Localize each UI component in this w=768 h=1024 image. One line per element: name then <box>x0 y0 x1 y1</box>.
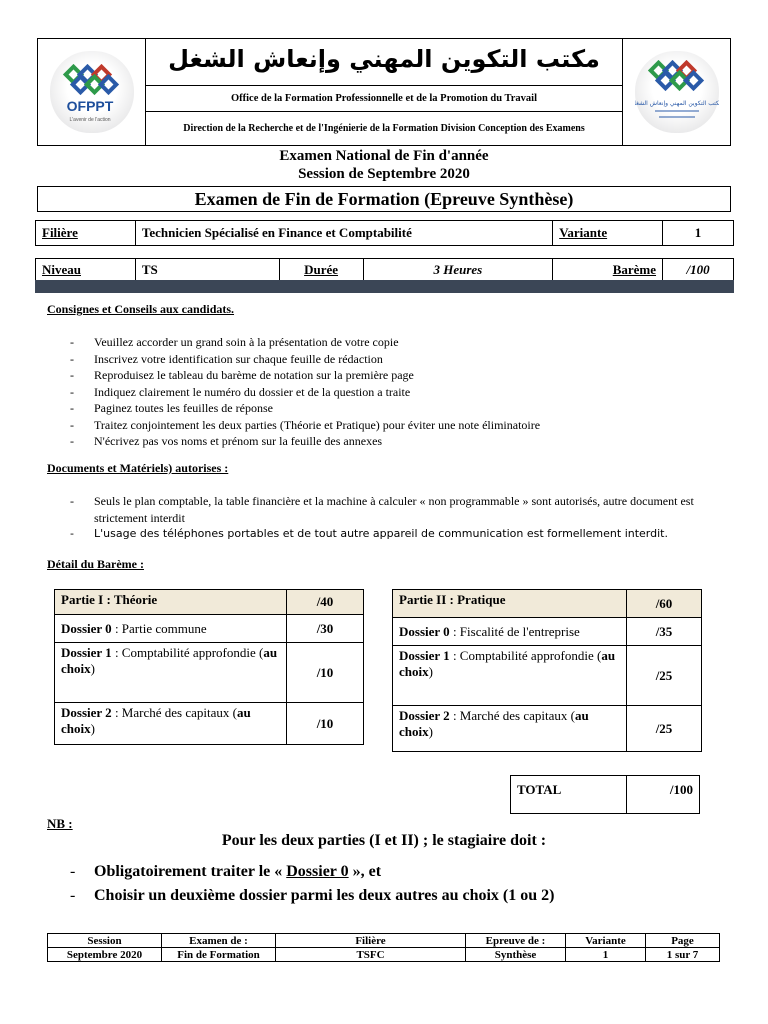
pratique-points: /60 <box>627 590 702 618</box>
arabic-title: مكتب التكوين المهني وإنعاش الشغل <box>168 45 600 73</box>
niveau-table <box>35 258 734 281</box>
footer-header: Variante <box>566 934 646 948</box>
list-item: - Choisir un deuxième dossier parmi les deux autres au choix (1 ou 2) <box>70 884 730 908</box>
footer-value: TSFC <box>276 948 466 962</box>
svg-text:L'avenir de l'action: L'avenir de l'action <box>69 117 111 123</box>
svg-text:مكتب التكوين المهني وإنعاش الش: مكتب التكوين المهني وإنعاش الشغل <box>635 100 719 107</box>
duree-label: Durée <box>279 259 363 281</box>
nb-list <box>70 860 730 908</box>
theorie-header: Partie I : Théorie <box>55 590 287 615</box>
svg-text:OFPPT: OFPPT <box>66 98 114 114</box>
total-value: /100 <box>627 776 700 814</box>
direction-name: Direction de la Recherche et de l'Ingénierie de la Formation Division Conception des Examens <box>146 111 622 145</box>
niveau-value: TS <box>135 259 279 281</box>
list-item: - Obligatoirement traiter le « Dossier 0 », et <box>70 860 730 884</box>
total-table <box>510 775 700 814</box>
filiere-value: Technicien Spécialisé en Finance et Comptabilité <box>135 221 552 246</box>
footer-value: 1 <box>566 948 646 962</box>
bareme-theorie-table: Partie I : Théorie /40 Dossier 0 : Partie commune /30 Dossier 1 : Comptabilité approfondie (au choix) /10 Dossier 2 : Marché des capitaux (au choix) /10 <box>54 589 364 745</box>
ofppt-logo-icon <box>50 51 134 133</box>
ofppt-logo-right <box>622 39 730 145</box>
duree-value: 3 Heures <box>363 259 553 281</box>
consignes-list <box>70 334 710 450</box>
office-name: Office de la Formation Professionnelle et de la Promotion du Travail <box>146 85 622 111</box>
exam-title: Examen National de Fin d'année <box>279 148 489 164</box>
bareme-pratique-table: Partie II : Pratique /60 Dossier 0 : Fiscalité de l'entreprise /35 Dossier 1 : Comptabilité approfondie (au choix) /25 Dossier 2 : Marché des capitaux (au choix) /25 <box>392 589 702 752</box>
documents-title: Documents et Matériels) autorises : <box>47 461 229 475</box>
logo-badge <box>635 51 719 133</box>
table-row: Dossier 1 : Comptabilité approfondie (au choix) <box>55 643 287 703</box>
theorie-points: /40 <box>287 590 364 615</box>
variante-value: 1 <box>663 221 734 246</box>
list-item: - Veuillez accorder un grand soin à la présentation de votre copie <box>70 334 710 351</box>
total-label: TOTAL <box>511 776 627 814</box>
separator-bar <box>35 280 734 293</box>
footer-header: Examen de : <box>162 934 276 948</box>
ofppt-logo-icon <box>635 51 719 133</box>
footer-header: Epreuve de : <box>466 934 566 948</box>
table-row: Dossier 2 : Marché des capitaux (au choix) <box>393 706 627 752</box>
session-title: Session de Septembre 2020 <box>298 166 470 182</box>
nb-label: NB : <box>47 816 73 831</box>
footer-value: Fin de Formation <box>162 948 276 962</box>
pratique-header: Partie II : Pratique <box>393 590 627 618</box>
nb-intro: Pour les deux parties (I et II) ; le stagiaire doit : <box>221 832 547 849</box>
bareme-value: /100 <box>663 259 734 281</box>
table-row: Dossier 0 : Fiscalité de l'entreprise <box>393 618 627 646</box>
variante-label: Variante <box>553 221 663 246</box>
header-center <box>146 39 622 145</box>
niveau-label: Niveau <box>36 259 136 281</box>
filiere-table <box>35 220 734 246</box>
footer-value: Synthèse <box>466 948 566 962</box>
list-item: - N'écrivez pas vos noms et prénom sur la feuille des annexes <box>70 433 710 450</box>
consignes-title: Consignes et Conseils aux candidats. <box>47 302 235 316</box>
list-item: - Traitez conjointement les deux parties (Théorie et Pratique) pour éviter une note éliminatoire <box>70 417 710 434</box>
list-item: - Indiquez clairement le numéro du dossier et de la question a traite <box>70 384 710 401</box>
list-item: - Seuls le plan comptable, la table financière et la machine à calculer « non programmable » sont autorisés, autre document est strictement interdit <box>70 493 720 526</box>
footer-value: Septembre 2020 <box>48 948 162 962</box>
footer-header: Filière <box>276 934 466 948</box>
documents-list <box>70 493 720 543</box>
bareme-title: Détail du Barème : <box>47 557 144 571</box>
filiere-label: Filière <box>36 221 136 246</box>
ofppt-logo-left <box>38 39 146 145</box>
footer-header: Page <box>646 934 720 948</box>
list-item: - Reproduisez le tableau du barème de notation sur la première page <box>70 367 710 384</box>
document-header <box>37 38 731 146</box>
table-row: Dossier 0 : Partie commune <box>55 615 287 643</box>
footer-table <box>47 933 720 962</box>
footer-value: 1 sur 7 <box>646 948 720 962</box>
table-row: Dossier 2 : Marché des capitaux (au choix) <box>55 703 287 745</box>
list-item: - L'usage des téléphones portables et de tout autre appareil de communication est formellement interdit. <box>70 526 720 543</box>
list-item: - Paginez toutes les feuilles de réponse <box>70 400 710 417</box>
bareme-label: Barème <box>553 259 663 281</box>
list-item: - Inscrivez votre identification sur chaque feuille de rédaction <box>70 351 710 368</box>
exam-type-box: Examen de Fin de Formation (Epreuve Synthèse) <box>37 186 731 212</box>
footer-header: Session <box>48 934 162 948</box>
logo-badge <box>50 51 134 133</box>
table-row: Dossier 1 : Comptabilité approfondie (au choix) <box>393 646 627 706</box>
